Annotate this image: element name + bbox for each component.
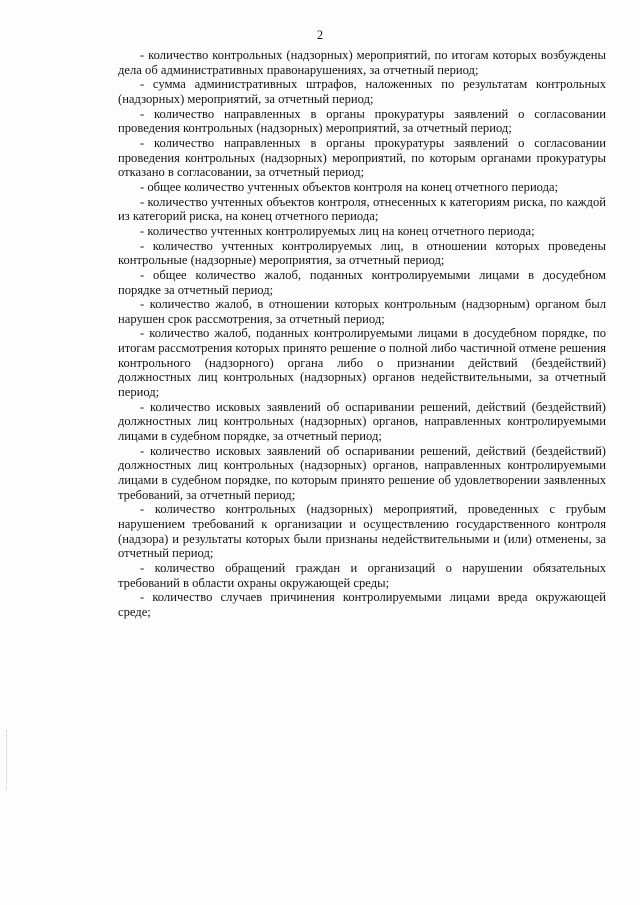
list-item: - количество жалоб, поданных контролируемыми лицами в досудебном порядке, по итогам рассмотрения которых принято решение о полной либо частичной отмене решения контрольного (надзорного) органа либо о признании действий (бездействий) должностных лиц контрольных (надзорных) органов недействительными, за отчетный период; bbox=[118, 326, 606, 400]
list-item: - количество исковых заявлений об оспаривании решений, действий (бездействий) должностных лиц контрольных (надзорных) органов, направленных контролируемыми лицами в судебном порядке, по которым принято решение об удовлетворении заявленных требований, за отчетный период; bbox=[118, 443, 606, 502]
list-item: - общее количество жалоб, поданных контролируемыми лицами в досудебном порядке за отчетный период; bbox=[118, 267, 606, 297]
list-item: - количество направленных в органы прокуратуры заявлений о согласовании проведения контрольных (надзорных) мероприятий, по которым органами прокуратуры отказано в согласовании, за отчетный период; bbox=[118, 135, 606, 180]
list-item: - количество жалоб, в отношении которых контрольным (надзорным) органом был нарушен срок рассмотрения, за отчетный период; bbox=[118, 297, 606, 326]
list-item: - количество контрольных (надзорных) мероприятий, проведенных с грубым нарушением требований к организации и осуществлению государственного контроля (надзора) и результаты которых были признаны недействительными и (или) отменены, за отчетный период; bbox=[118, 502, 606, 561]
list-item: - количество учтенных контролируемых лиц, в отношении которых проведены контрольные (надзорные) мероприятия, за отчетный период; bbox=[118, 238, 606, 268]
page-number: 2 bbox=[316, 28, 324, 42]
list-item: - количество контрольных (надзорных) мероприятий, по итогам которых возбуждены дела об административных правонарушениях, за отчетный период; bbox=[118, 48, 606, 77]
list-item: - количество случаев причинения контролируемыми лицами вреда окружающей среде; bbox=[118, 590, 606, 619]
scan-edge-marks bbox=[6, 730, 9, 790]
list-item: - общее количество учтенных объектов контроля на конец отчетного периода; bbox=[140, 179, 559, 194]
list-item: - количество исковых заявлений об оспаривании решений, действий (бездействий) должностных лиц контрольных (надзорных) органов, направленных контролируемыми лицами в судебном порядке, за отчетный период; bbox=[118, 399, 606, 444]
list-item: - сумма административных штрафов, наложенных по результатам контрольных (надзорных) мероприятий, за отчетный период; bbox=[118, 77, 606, 106]
document-body bbox=[118, 48, 606, 620]
list-item: - количество направленных в органы прокуратуры заявлений о согласовании проведения контрольных (надзорных) мероприятий, за отчетный период; bbox=[118, 106, 606, 136]
list-item: - количество обращений граждан и организаций о нарушении обязательных требований в области охраны окружающей среды; bbox=[118, 560, 606, 590]
list-item: - количество учтенных объектов контроля, отнесенных к категориям риска, по каждой из категорий риска, на конец отчетного периода; bbox=[118, 194, 606, 224]
list-item: - количество учтенных контролируемых лиц на конец отчетного периода; bbox=[140, 223, 535, 238]
